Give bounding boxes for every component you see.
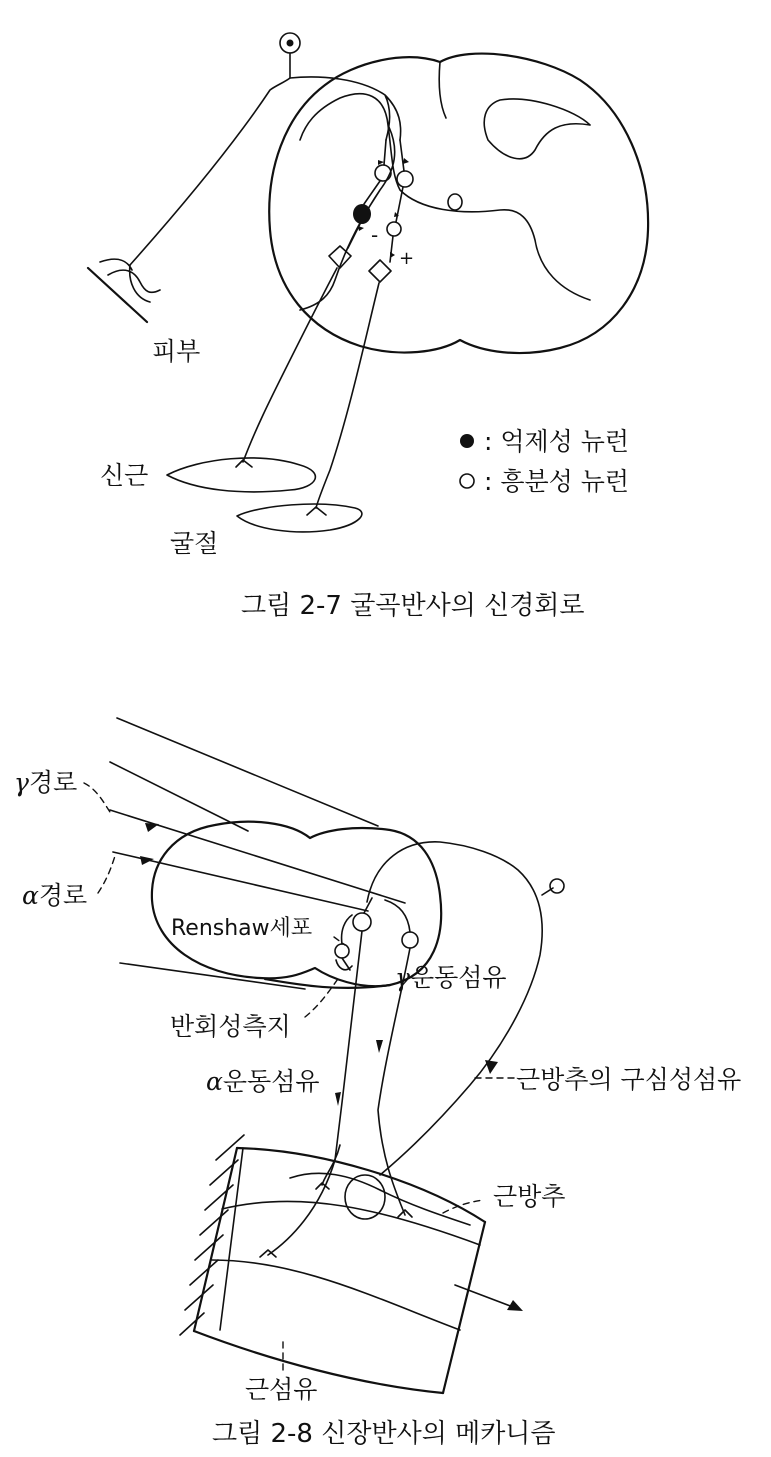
muscle-fiber-line-2 xyxy=(212,1260,460,1330)
spindle-afferent-fiber xyxy=(367,842,542,1175)
extensor-muscle xyxy=(167,458,315,492)
label-skin: 피부 xyxy=(152,337,201,366)
renshaw-connections xyxy=(336,898,410,970)
gamma-branch-end xyxy=(316,1183,329,1189)
excitatory-neuron-1 xyxy=(375,165,391,181)
sign-plus: + xyxy=(399,248,415,269)
flexor-muscle xyxy=(237,504,362,532)
leader-alpha-path xyxy=(98,856,115,893)
label-spindle: 근방추 xyxy=(493,1182,566,1211)
label-recurrent-collateral: 반회성측지 xyxy=(170,1012,291,1041)
muscle-right-end xyxy=(443,1222,485,1393)
muscle-left-end xyxy=(194,1148,237,1331)
leader-gamma-path xyxy=(84,783,112,815)
excitatory-neuron-3 xyxy=(387,222,401,236)
gamma-branch xyxy=(322,1145,340,1185)
label-alpha-motor: α운동섬유 xyxy=(206,1067,320,1096)
excitatory-neuron-2 xyxy=(397,171,413,187)
figure-stretch-reflex xyxy=(14,718,741,1449)
renshaw-cell xyxy=(335,944,349,958)
spinal-cord-section xyxy=(152,822,441,986)
figure-1-caption: 그림 2-7 굴곡반사의 신경회로 xyxy=(241,591,585,621)
grey-matter xyxy=(300,94,590,310)
muscle-lower-edge xyxy=(194,1331,443,1393)
pathway-bottom xyxy=(120,963,305,989)
pathway-gamma-upper xyxy=(110,762,248,831)
muscle-spindle xyxy=(345,1175,385,1219)
pathway-gamma-arrow xyxy=(145,823,159,832)
afferent-ganglion xyxy=(550,879,564,893)
spinal-cord-outline xyxy=(269,54,648,353)
label-extensor: 신근 xyxy=(100,461,149,490)
label-alpha-path: α경로 xyxy=(22,881,88,910)
label-afferent-fiber: 근방추의 구심성섬유 xyxy=(516,1065,742,1094)
sign-minus: - xyxy=(371,223,379,247)
central-fissure xyxy=(439,62,446,118)
alpha-motor-arrow xyxy=(335,1092,341,1106)
efferent-fiber-flexor xyxy=(316,283,379,508)
legend-excitatory-marker xyxy=(460,474,474,488)
pathway-top xyxy=(117,718,378,826)
label-gamma-path: γ경로 xyxy=(14,768,78,797)
label-renshaw: Renshaw세포 xyxy=(171,916,313,941)
label-flexor: 굴절 xyxy=(170,529,219,558)
flexor-endplate xyxy=(307,507,326,515)
wall-hatching xyxy=(180,1135,244,1335)
central-canal xyxy=(448,194,462,210)
receptor-inner xyxy=(287,40,294,47)
alpha-motor-neuron xyxy=(353,913,371,931)
gamma-motor-neuron xyxy=(402,932,418,948)
afferent-fiber xyxy=(130,77,401,265)
extensor-endplate xyxy=(236,460,252,467)
legend-inhibitory-marker xyxy=(460,434,474,448)
skin-nerve-endings xyxy=(100,259,160,302)
motor-neuron-flexor xyxy=(369,260,391,282)
afferent-arrow xyxy=(485,1060,498,1074)
label-gamma-motor: γ운동섬유 xyxy=(395,963,507,992)
legend-excitatory-text: : 흥분성 뉴런 xyxy=(484,467,630,496)
leader-recurrent xyxy=(305,976,340,1017)
figure-2-caption: 그림 2-8 신장반사의 메카니즘 xyxy=(212,1419,556,1449)
figure-flexion-reflex xyxy=(88,33,648,621)
gamma-motor-arrow xyxy=(376,1040,383,1053)
muscle-fiber-line-1 xyxy=(222,1201,480,1245)
label-muscle-fiber: 근섬유 xyxy=(245,1375,318,1404)
legend-inhibitory-text: : 억제성 뉴런 xyxy=(484,427,630,456)
inhibitory-neuron xyxy=(353,204,371,224)
stretch-arrow-line xyxy=(455,1285,513,1307)
efferent-fiber-extensor xyxy=(243,268,337,462)
